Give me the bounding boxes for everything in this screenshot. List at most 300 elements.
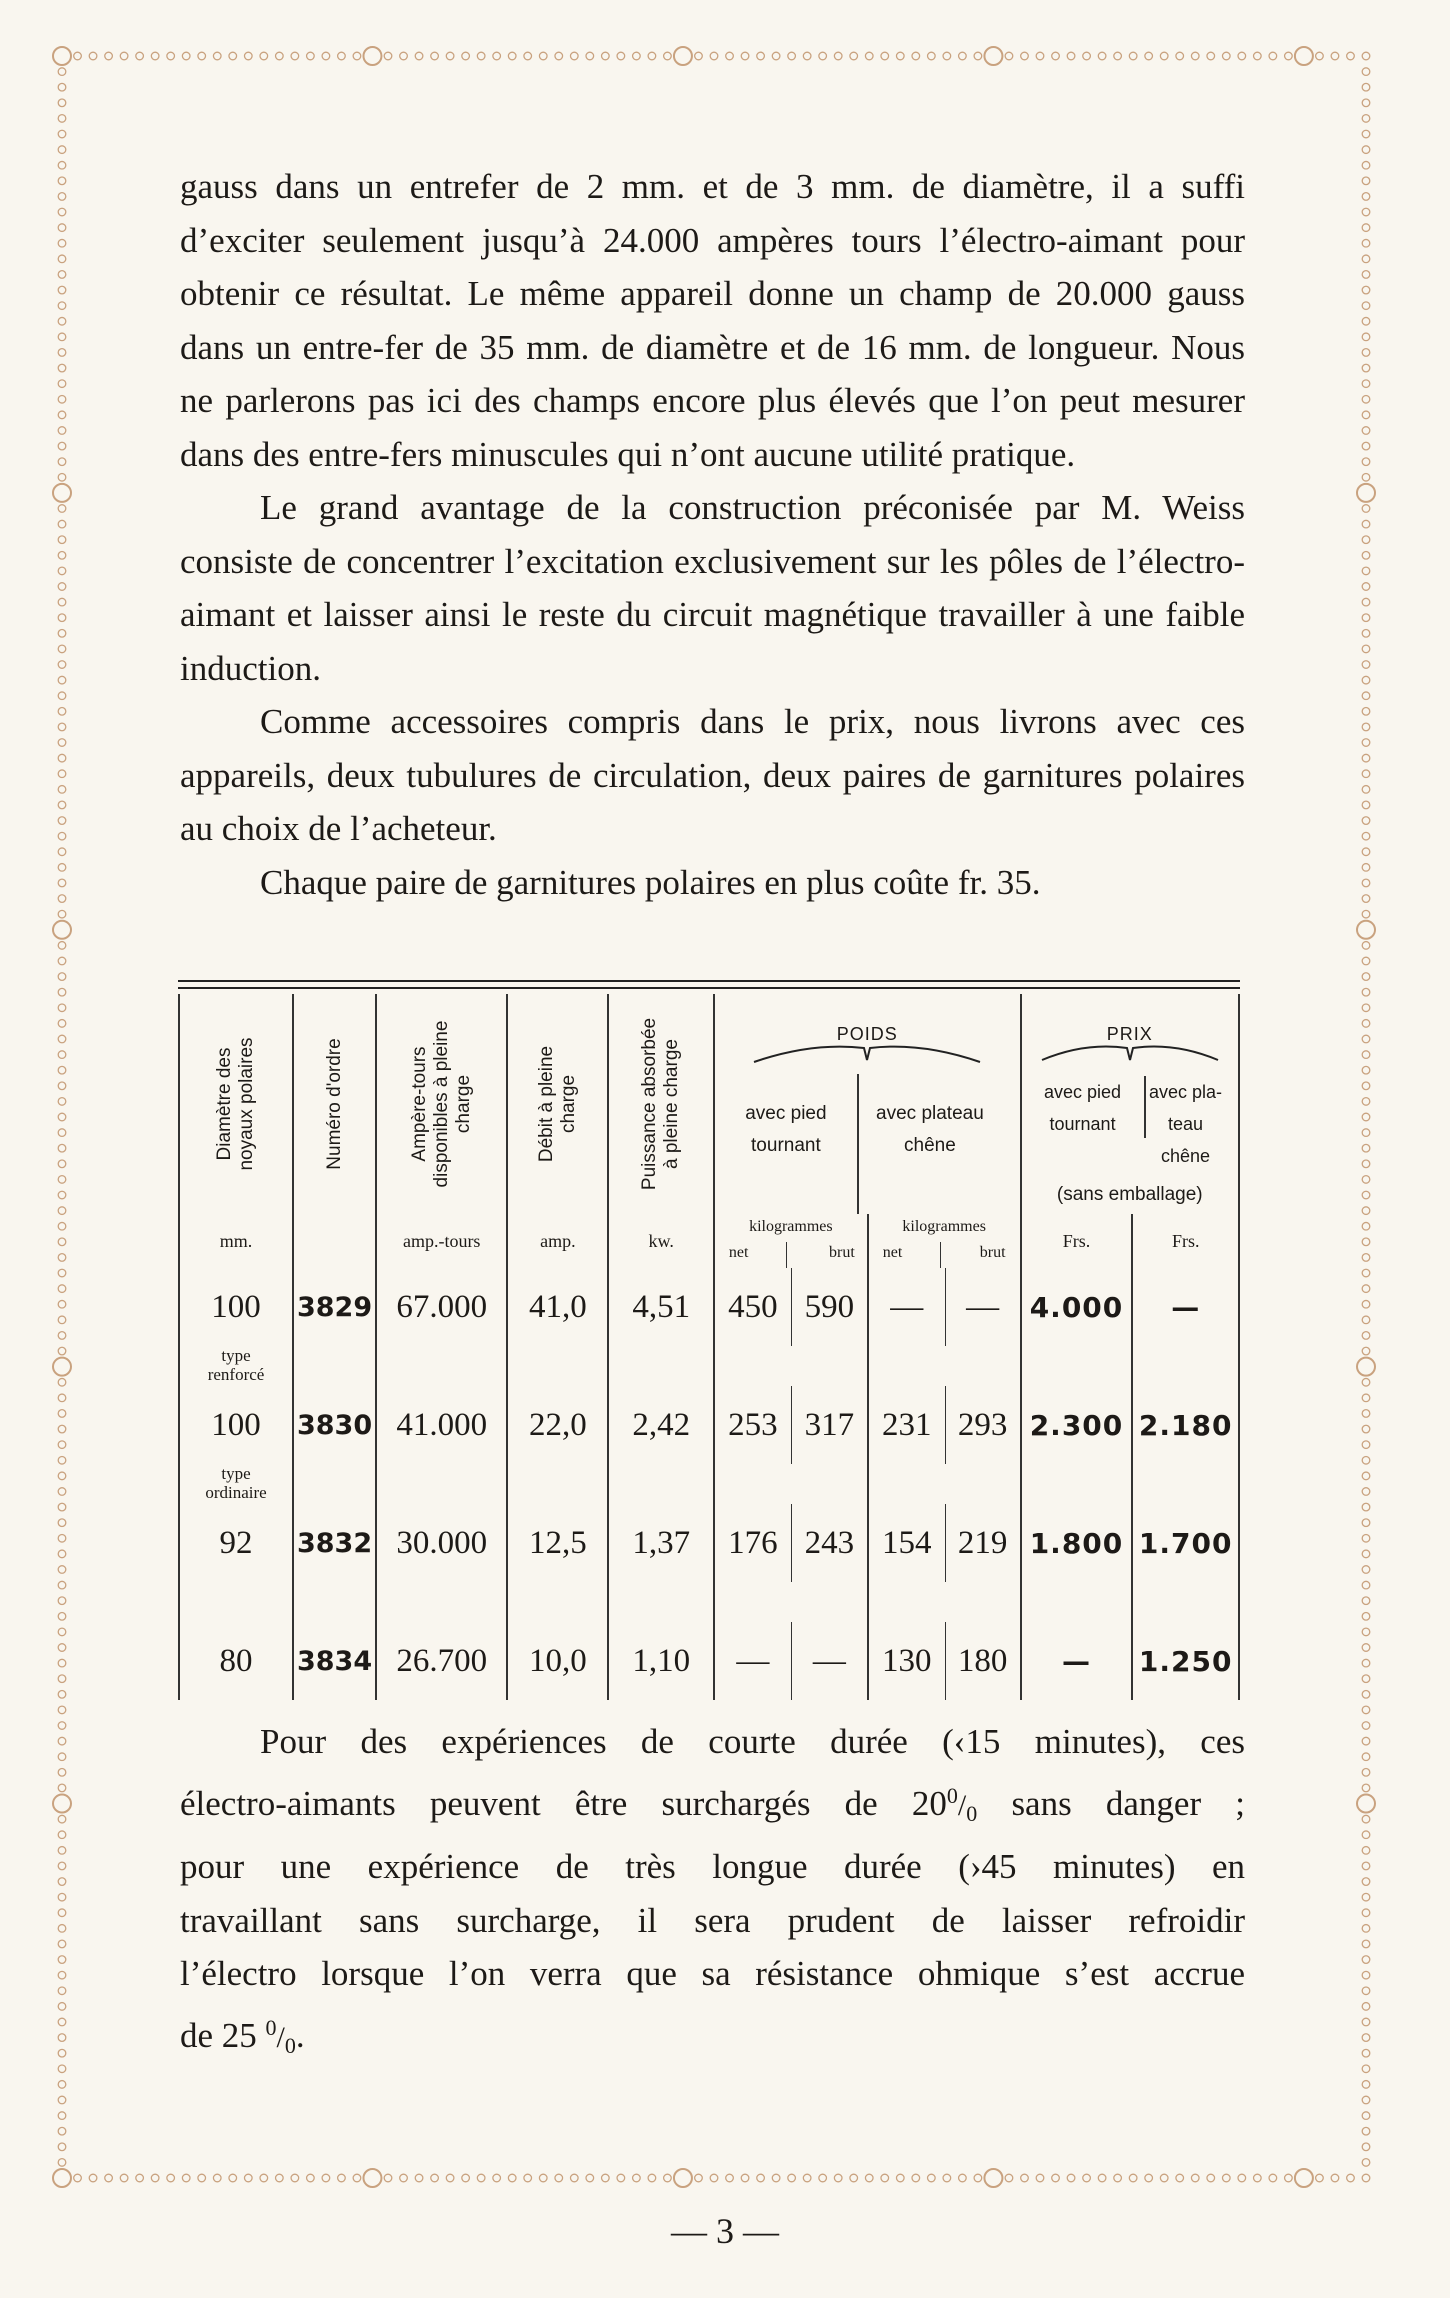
border-dot [58, 1893, 66, 1901]
empty-cell [945, 1464, 1020, 1504]
border-dot [1362, 208, 1370, 216]
border-dot [58, 1488, 66, 1496]
border-dot [1362, 1769, 1370, 1777]
percent-sup: 0 [946, 1782, 958, 1808]
border-dot [58, 442, 66, 450]
empty-cell [507, 1582, 608, 1622]
border-dot [1362, 1831, 1370, 1839]
border-dot [881, 52, 889, 60]
page-number: — 3 — [671, 2211, 779, 2251]
border-dot [58, 1675, 66, 1683]
header-sublabel: avec pied tournant [745, 1103, 827, 1156]
header-label: PRIX [1106, 1024, 1153, 1044]
border-dot [493, 52, 501, 60]
border-dot [1362, 1940, 1370, 1948]
border-dot [1362, 817, 1370, 825]
border-dot [1362, 1082, 1370, 1090]
header-sublabel: avec pla- teau chêne [1149, 1082, 1223, 1166]
border-dot [58, 832, 66, 840]
border-dot [1362, 224, 1370, 232]
border-dot [244, 2174, 252, 2182]
border-dot [1357, 484, 1375, 502]
border-dot [819, 2174, 827, 2182]
body-text-bottom [180, 1715, 1245, 2072]
table-top-rule [178, 987, 1240, 989]
border-dot [58, 739, 66, 747]
border-dot [58, 1378, 66, 1386]
border-dot [58, 333, 66, 341]
header-numero [293, 994, 376, 1214]
border-dot [58, 177, 66, 185]
border-dot [58, 1956, 66, 1964]
border-dot [58, 1144, 66, 1152]
border-dot [58, 1722, 66, 1730]
border-dot [431, 2174, 439, 2182]
border-dot [58, 505, 66, 513]
border-dot [1222, 2174, 1230, 2182]
cell-numero: 3832 [293, 1504, 376, 1582]
border-dot [726, 52, 734, 60]
border-dot [834, 52, 842, 60]
border-dot [58, 2127, 66, 2135]
border-dot [167, 52, 175, 60]
border-dot [1362, 1316, 1370, 1324]
empty-cell [608, 1464, 713, 1504]
border-dot [1362, 52, 1370, 60]
border-dot [58, 1925, 66, 1933]
border-dot [276, 52, 284, 60]
header-label: Débit à pleine charge [535, 1045, 579, 1163]
border-dot [58, 1191, 66, 1199]
empty-cell [293, 1464, 376, 1504]
border-dot [1362, 614, 1370, 622]
border-dot [58, 99, 66, 107]
border-dot [58, 2003, 66, 2011]
border-dot [1176, 52, 1184, 60]
border-dot [1362, 161, 1370, 169]
border-dot [58, 458, 66, 466]
border-dot [53, 1358, 71, 1376]
paragraph: gauss dans un entrefer de 2 mm. et de 3 mm. de diamètre, il a suffi d’exciter seulement jusqu’à 24.000 ampères tours l’électro-aimant pour obtenir ce résultat. Le même appareil donne un champ de 20.000 gauss dans un entre-fer de 35 mm. de diamètre et de 16 mm. de longueur. Nous ne parlerons pas ici des champs encore plus élevés que l’on peut mesurer dans des entre-fers minuscules qui n’ont aucune utilité pratique. [180, 167, 1245, 474]
cell-pied-net: 176 [714, 1504, 791, 1582]
border-dot [58, 1238, 66, 1246]
border-dot [58, 1581, 66, 1589]
border-dot [1145, 2174, 1153, 2182]
border-dot [1191, 2174, 1199, 2182]
border-dot [58, 1347, 66, 1355]
cell-ampere-tours: 26.700 [376, 1622, 507, 1700]
border-dot [710, 2174, 718, 2182]
empty-cell [945, 1346, 1020, 1386]
border-dot [695, 52, 703, 60]
cell-prix-pied: 4.000 [1021, 1268, 1133, 1346]
cell-diametre: 100 [179, 1386, 293, 1464]
empty-cell [1132, 1464, 1239, 1504]
border-dot [1347, 52, 1355, 60]
border-dot [1362, 1441, 1370, 1449]
border-dot [58, 255, 66, 263]
border-dot [803, 52, 811, 60]
cell-pied-net: 253 [714, 1386, 791, 1464]
unit-cell: kw. [608, 1214, 713, 1268]
border-dot [1362, 1035, 1370, 1043]
border-dot [1362, 1394, 1370, 1402]
border-dot [58, 1285, 66, 1293]
border-dot [1362, 1129, 1370, 1137]
border-dot [1191, 52, 1199, 60]
border-dot [260, 52, 268, 60]
border-dot [1362, 1051, 1370, 1059]
border-dot [58, 1769, 66, 1777]
border-dot [462, 2174, 470, 2182]
border-dot [1254, 52, 1262, 60]
border-dot [1362, 754, 1370, 762]
border-dot [1269, 52, 1277, 60]
border-dot [1238, 52, 1246, 60]
border-dot [1254, 2174, 1262, 2182]
border-dot [1362, 1909, 1370, 1917]
border-dot [136, 52, 144, 60]
border-dot [58, 1878, 66, 1886]
border-dot [1129, 2174, 1137, 2182]
border-dot [58, 583, 66, 591]
border-dot [984, 47, 1002, 65]
cell-diametre: 92 [179, 1504, 293, 1582]
border-dot [58, 864, 66, 872]
border-dot [58, 1425, 66, 1433]
border-dot [446, 2174, 454, 2182]
border-dot [384, 52, 392, 60]
border-dot [58, 130, 66, 138]
border-dot [58, 1176, 66, 1184]
border-dot [1362, 1425, 1370, 1433]
empty-cell [1132, 1346, 1239, 1386]
unit-label: brut [979, 1244, 1006, 1261]
border-dot [1362, 520, 1370, 528]
border-dot [1362, 1550, 1370, 1558]
border-dot [338, 52, 346, 60]
column-divider [940, 1242, 942, 1268]
border-dot [1362, 1176, 1370, 1184]
border-dot [1285, 2174, 1293, 2182]
border-dot [446, 52, 454, 60]
border-dot [1357, 1358, 1375, 1376]
border-dot [1362, 786, 1370, 794]
border-dot [58, 2034, 66, 2042]
border-dot [555, 2174, 563, 2182]
border-dot [1362, 723, 1370, 731]
empty-cell [293, 1346, 376, 1386]
border-dot [58, 973, 66, 981]
border-dot [58, 2018, 66, 2026]
border-dot [74, 2174, 82, 2182]
border-dot [229, 2174, 237, 2182]
border-dot [1362, 83, 1370, 91]
border-dot [1362, 1737, 1370, 1745]
text-line: de 25 $^0/_0$. [180, 2014, 305, 2058]
border-dot [912, 52, 920, 60]
border-dot [58, 1113, 66, 1121]
border-dot [1362, 1628, 1370, 1636]
empty-cell [868, 1346, 945, 1386]
empty-cell [608, 1346, 713, 1386]
border-dot [58, 661, 66, 669]
border-dot [602, 2174, 610, 2182]
border-dot [58, 1753, 66, 1761]
border-dot [136, 2174, 144, 2182]
border-dot [58, 1831, 66, 1839]
border-dot [58, 83, 66, 91]
border-dot [1362, 1020, 1370, 1028]
header-prix [1021, 994, 1239, 1214]
border-dot [617, 52, 625, 60]
border-dot [58, 536, 66, 544]
border-dot [1362, 1113, 1370, 1121]
border-dot [58, 1066, 66, 1074]
empty-cell [507, 1464, 608, 1504]
paragraph: Le grand avantage de la construction préconisée par M. Weiss consiste de concentrer l’excitation exclusivement sur les pôles de l’électro-aimant et laisser ainsi le reste du circuit magnétique travailler à une faible induction. [180, 488, 1245, 688]
border-dot [1207, 52, 1215, 60]
border-dot [1207, 2174, 1215, 2182]
border-dot [1362, 536, 1370, 544]
border-dot [1362, 395, 1370, 403]
border-dot [1362, 957, 1370, 965]
border-dot [928, 2174, 936, 2182]
border-dot [58, 364, 66, 372]
border-dot [213, 2174, 221, 2182]
border-dot [912, 2174, 920, 2182]
border-dot [1083, 52, 1091, 60]
border-dot [1067, 2174, 1075, 2182]
border-dot [1052, 2174, 1060, 2182]
header-puissance [608, 994, 713, 1214]
border-dot [58, 1332, 66, 1340]
border-dot [1362, 1347, 1370, 1355]
border-dot [1362, 848, 1370, 856]
border-dot [58, 2112, 66, 2120]
border-dot [89, 52, 97, 60]
text-segment: électro-aimants peuvent être surchargés de 20 [180, 1783, 947, 1823]
empty-cell [376, 1582, 507, 1622]
border-dot [1362, 1144, 1370, 1152]
border-dot [1362, 1191, 1370, 1199]
border-dot [58, 1566, 66, 1574]
border-dot [58, 1644, 66, 1652]
border-dot [53, 484, 71, 502]
border-dot [772, 52, 780, 60]
border-dot [58, 1987, 66, 1995]
border-dot [477, 2174, 485, 2182]
border-dot [276, 2174, 284, 2182]
border-dot [1362, 1597, 1370, 1605]
border-dot [58, 520, 66, 528]
border-dot [1362, 973, 1370, 981]
border-dot [58, 1909, 66, 1917]
border-dot [1362, 1691, 1370, 1699]
border-dot [58, 567, 66, 575]
border-dot [710, 52, 718, 60]
border-dot [58, 1222, 66, 1230]
border-dot [1362, 1066, 1370, 1074]
border-dot [757, 2174, 765, 2182]
empty-cell [714, 1582, 791, 1622]
border-dot [229, 52, 237, 60]
border-dot [1362, 1784, 1370, 1792]
border-dot [1222, 52, 1230, 60]
border-dot [1362, 271, 1370, 279]
border-dot [58, 193, 66, 201]
border-dot [198, 52, 206, 60]
unit-cell: mm. [179, 1214, 293, 1268]
border-dot [120, 52, 128, 60]
border-dot [58, 239, 66, 247]
border-dot [1362, 1847, 1370, 1855]
border-dot [586, 2174, 594, 2182]
border-dot [477, 52, 485, 60]
border-dot [524, 2174, 532, 2182]
border-dot [58, 1410, 66, 1418]
border-dot [1362, 661, 1370, 669]
border-dot [1362, 333, 1370, 341]
border-dot [462, 52, 470, 60]
border-dot [58, 1691, 66, 1699]
border-dot [363, 47, 381, 65]
header-label: POIDS [836, 1024, 898, 1044]
border-dot [1362, 1269, 1370, 1277]
border-dot [58, 786, 66, 794]
border-dot [1362, 1207, 1370, 1215]
border-dot [974, 2174, 982, 2182]
table-row [179, 1268, 1239, 1346]
border-dot [58, 1659, 66, 1667]
border-dot [213, 52, 221, 60]
paragraph: Chaque paire de garnitures polaires en plus coûte fr. 35. [260, 862, 1041, 902]
border-dot [1362, 1659, 1370, 1667]
border-dot [1362, 2003, 1370, 2011]
border-dot [1362, 1254, 1370, 1262]
border-dot [1362, 2065, 1370, 2073]
border-dot [865, 2174, 873, 2182]
border-dot [53, 1795, 71, 1813]
border-dot [58, 1706, 66, 1714]
border-dot [58, 645, 66, 653]
empty-cell [1021, 1464, 1133, 1504]
brace-icon [1040, 1040, 1220, 1066]
border-dot [58, 146, 66, 154]
border-dot [322, 2174, 330, 2182]
border-dot [74, 52, 82, 60]
border-dot [1362, 255, 1370, 263]
border-dot [881, 2174, 889, 2182]
border-dot [338, 2174, 346, 2182]
border-dot [1362, 1160, 1370, 1168]
empty-cell [1021, 1346, 1133, 1386]
border-dot [58, 395, 66, 403]
cell-numero: 3834 [293, 1622, 376, 1700]
border-dot [182, 2174, 190, 2182]
cell-plateau-brut: 219 [945, 1504, 1020, 1582]
border-dot [291, 2174, 299, 2182]
border-dot [58, 1441, 66, 1449]
border-dot [58, 1456, 66, 1464]
border-dot [1285, 52, 1293, 60]
empty-cell [791, 1346, 867, 1386]
header-label: Numéro d'ordre [323, 1038, 345, 1170]
unit-label: kilogrammes [749, 1218, 833, 1235]
border-dot [1362, 1472, 1370, 1480]
border-dot [1362, 1534, 1370, 1542]
border-dot [788, 52, 796, 60]
body-text-top [180, 160, 1245, 909]
empty-cell [376, 1464, 507, 1504]
border-dot [896, 2174, 904, 2182]
cell-plateau-brut: — [945, 1268, 1020, 1346]
border-dot [353, 2174, 361, 2182]
text-line: pour une expérience de très longue durée (›45 minutes) en [180, 1847, 1245, 1886]
header-debit [507, 994, 608, 1214]
border-dot [1067, 52, 1075, 60]
border-dot [58, 630, 66, 638]
border-dot [58, 68, 66, 76]
empty-cell [1132, 1582, 1239, 1622]
border-dot [772, 2174, 780, 2182]
border-dot [1114, 52, 1122, 60]
border-dot [1362, 2018, 1370, 2026]
border-dot [431, 52, 439, 60]
border-dot [1362, 567, 1370, 575]
border-dot [182, 52, 190, 60]
cell-plateau-net: — [868, 1268, 945, 1346]
border-dot [58, 988, 66, 996]
border-dot [1362, 864, 1370, 872]
border-dot [1295, 2169, 1313, 2187]
percent-sup: 0 [265, 2014, 277, 2040]
table-row [179, 1386, 1239, 1464]
border-dot [1362, 801, 1370, 809]
border-dot [508, 2174, 516, 2182]
border-dot [834, 2174, 842, 2182]
border-dot [105, 2174, 113, 2182]
border-dot [353, 52, 361, 60]
text-line: travaillant sans surcharge, il sera prudent de laisser refroidir [180, 1900, 1245, 1940]
border-dot [58, 1472, 66, 1480]
percent-sub: 0 [284, 2032, 296, 2058]
border-dot [260, 2174, 268, 2182]
border-dot [1362, 988, 1370, 996]
border-dot [1362, 1566, 1370, 1574]
border-dot [1362, 177, 1370, 185]
border-dot [58, 2049, 66, 2057]
border-dot [850, 2174, 858, 2182]
border-dot [695, 2174, 703, 2182]
border-dot [1362, 364, 1370, 372]
type-note [179, 1582, 293, 1622]
border-dot [58, 676, 66, 684]
border-dot [1362, 1456, 1370, 1464]
border-dot [1362, 1300, 1370, 1308]
border-dot [1362, 583, 1370, 591]
border-dot [58, 1597, 66, 1605]
border-dot [1362, 598, 1370, 606]
border-dot [1021, 52, 1029, 60]
border-dot [58, 1940, 66, 1948]
border-dot [1362, 645, 1370, 653]
header-sublabel: avec pied tournant [1044, 1082, 1122, 1134]
border-dot [53, 2169, 71, 2187]
cell-puissance: 2,42 [608, 1386, 713, 1464]
border-dot [1238, 2174, 1246, 2182]
border-dot [58, 895, 66, 903]
